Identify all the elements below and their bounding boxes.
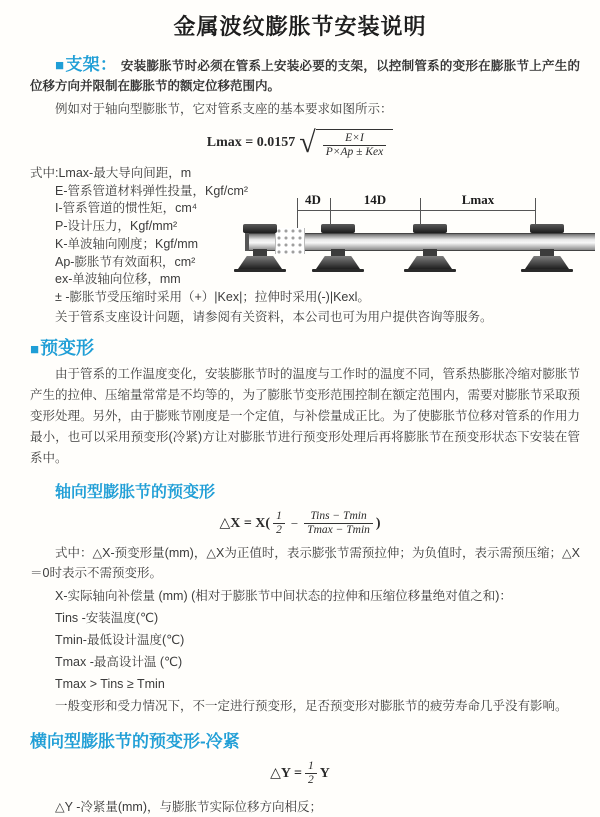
guide-support	[408, 222, 452, 274]
predeform-section-heading: 预变形	[40, 338, 95, 359]
anchor-support	[238, 222, 282, 274]
section-square-icon: ■	[55, 57, 65, 74]
consult-line: 关于管系支座设计问题，请参阅有关资料，本公司也可为用户提供咨询等服务。	[55, 309, 493, 324]
dimension-label-4d: 4D	[302, 192, 324, 208]
pipe-clamp	[243, 224, 277, 233]
support-stem	[331, 249, 345, 256]
axial-formula-rhs: )	[375, 515, 381, 531]
support-plate	[521, 269, 573, 272]
one-half-fraction	[273, 510, 285, 537]
variable-line: Tmax > Tins ≥ Tmin	[55, 677, 165, 692]
guide-support	[525, 222, 569, 274]
lmax-formula	[207, 127, 393, 159]
sqrt-radical-icon: √	[299, 126, 316, 159]
support-plate	[234, 269, 286, 272]
pipe-support-diagram	[245, 192, 595, 288]
definition-line: 式中:Lmax-最大导向间距，m	[30, 166, 192, 180]
predeform-body-paragraph: 由于管系的工作温度变化，安装膨胀节时的温度与工作时的温度不同，管系热膨胀冷缩对膨胀节产生的拉伸、压缩量常常是不均等的，为了膨胀节变形范围控制在额定范围内，需要对膨胀节采取预变形处理。另外，由于膨账节刚度是一个定值，与补偿量成正比。为了使膨胀节位移对管系的作用力最小，也可以采用预变形(冷紧)方让对膨胀节进行预变形处理后再将膨胀节在预变形状态下安装在管系中。	[30, 367, 581, 466]
minus-operator: −	[290, 515, 299, 531]
lateral-formula-rhs: Y	[319, 765, 330, 781]
temperature-fraction	[304, 510, 373, 537]
support-plate	[312, 269, 364, 272]
one-half-fraction	[305, 760, 317, 787]
variable-line: Tmin-最低设计温度(℃)	[55, 633, 185, 648]
lateral-predeform-formula	[270, 760, 330, 787]
support-base	[238, 256, 282, 269]
section-square-icon: ■	[30, 341, 40, 359]
lateral-formula-lhs: △Y =	[270, 766, 302, 782]
support-base	[525, 256, 569, 269]
definition-line: K-单波轴向刚度；Kgf/mm	[55, 236, 199, 251]
definition-line: Ap-膨胀节有效面积，cm²	[55, 254, 196, 269]
lateral-subsection-heading: 横向型膨胀节的预变形-冷紧	[30, 732, 240, 752]
lmax-formula-fraction	[323, 132, 387, 159]
lmax-formula-denominator: P×Ap ± Kex	[325, 146, 384, 158]
predeform-section-heading-row	[30, 338, 580, 360]
pipe-clamp	[413, 224, 447, 233]
support-stem	[540, 249, 554, 256]
note-line: 一般变形和受力情况下，不一定进行预变形，足否预变形对膨胀节的疲劳寿命几乎没有影响。	[55, 699, 568, 714]
pipe-clamp	[530, 224, 564, 233]
variable-line: X-实际轴向补偿量 (mm) (相对于膨胀节中间状态的拉伸和压缩位移量绝对值之和)：	[55, 589, 512, 604]
support-paragraph	[30, 55, 580, 96]
dimension-label-14d: 14D	[361, 192, 389, 208]
variable-line: Tmax -最高设计温 (℃)	[55, 655, 183, 670]
pipe-clamp	[321, 224, 355, 233]
dimension-label-lmax: Lmax	[459, 192, 498, 208]
support-intro-text: 安装膨胀节时必须在管系上安装必要的支架，以控制管系的变形在膨胀节上产生的位移方向并限制在膨胀节的额定位移范围内。	[30, 59, 580, 93]
support-base	[408, 256, 452, 269]
definition-line: P-设计压力，Kgf/mm²	[55, 219, 178, 234]
variable-line: Tins -安装温度(℃)	[55, 611, 159, 626]
lmax-formula-numerator: E×I	[323, 132, 387, 146]
support-base	[316, 256, 360, 269]
axial-predeform-formula	[219, 510, 380, 537]
axial-variable-list	[30, 585, 580, 717]
fraction-numerator: Tins − Tmin	[304, 510, 373, 524]
fraction-numerator: 1	[273, 510, 285, 524]
example-line: 例如对于轴向型膨胀节，它对管系支座的基本要求如图所示：	[55, 102, 393, 116]
support-stem	[253, 249, 267, 256]
support-stem	[423, 249, 437, 256]
lmax-formula-radicand	[316, 129, 394, 159]
fraction-numerator: 1	[305, 760, 317, 774]
definition-line: ex-单波轴向位移，mm	[55, 272, 181, 287]
fraction-denominator: 2	[307, 774, 314, 787]
page-title: 金属波纹膨胀节安装说明	[173, 14, 427, 39]
dimension-line	[297, 210, 535, 211]
support-plate	[404, 269, 456, 272]
definition-line: E-管系管道材料弹性投量，Kgf/cm²	[55, 183, 249, 198]
lateral-formula-explanation: △Y -冷紧量(mm)，与膨胀节实际位移方向相反；	[55, 800, 323, 815]
fraction-denominator: Tmax − Tmin	[307, 524, 370, 537]
fraction-denominator: 2	[276, 524, 282, 537]
axial-formula-explanation: 式中：△X-预变形量(mm)，△X为正值时，表示膨张节需预拉伸；为负值时，表示需预压缩；△X＝0时表示不需预变形。	[30, 546, 580, 581]
axial-subsection-heading: 轴向型膨胀节的预变形	[55, 484, 216, 502]
lmax-formula-lhs: Lmax = 0.0157	[206, 135, 296, 150]
axial-formula-lhs: △X = X(	[219, 516, 271, 532]
definition-line: I-管系管道的惯性矩，cm⁴	[55, 201, 198, 216]
guide-support	[316, 222, 360, 274]
support-section-heading: 支架：	[65, 55, 118, 74]
definition-line: ± -膨胀节受压缩时采用（+）|Kex|；拉伸时采用(-)|Kexl。	[55, 289, 370, 304]
